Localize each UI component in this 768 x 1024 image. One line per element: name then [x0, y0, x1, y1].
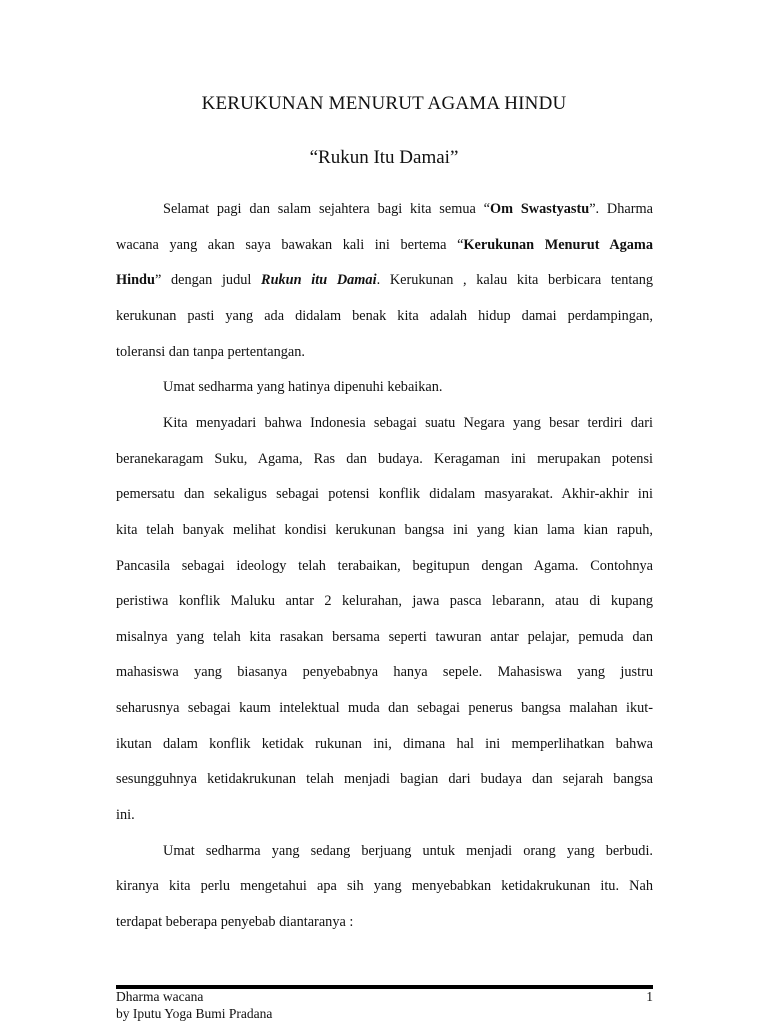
paragraph-line: misalnya yang telah kita rasakan bersama seperti tawuran antar pelajar, pemuda dan: [116, 629, 653, 645]
paragraph-line: kerukunan pasti yang ada didalam benak kita adalah hidup damai perdampingan,: [116, 308, 653, 324]
paragraph-line: Pancasila sebagai ideology telah terabaikan, begitupun dengan Agama. Contohnya: [116, 558, 653, 574]
paragraph-line: pemersatu dan sekaligus sebagai potensi konflik didalam masyarakat. Akhir-akhir ini: [116, 486, 653, 502]
paragraph-line: ikutan dalam konflik ketidak rukunan ini, dimana hal ini memperlihatkan bahwa: [116, 736, 653, 752]
footer-author: by Iputu Yoga Bumi Pradana: [116, 1006, 273, 1021]
document-subtitle: “Rukun Itu Damai”: [309, 147, 459, 168]
paragraph-line: Selamat pagi dan salam sejahtera bagi kita semua “Om Swastyastu”. Dharma: [163, 201, 653, 217]
paragraph-line: Kita menyadari bahwa Indonesia sebagai suatu Negara yang besar terdiri dari: [163, 415, 653, 431]
paragraph-line: toleransi dan tanpa pertentangan.: [116, 344, 305, 360]
paragraph-line: kiranya kita perlu mengetahui apa sih yang menyebabkan ketidakrukunan itu. Nah: [116, 878, 653, 894]
paragraph-line: Umat sedharma yang hatinya dipenuhi kebaikan.: [163, 379, 443, 395]
paragraph-line: sesungguhnya ketidakrukunan telah menjadi bagian dari budaya dan sejarah bangsa: [116, 771, 653, 787]
paragraph-line: seharusnya sebagai kaum intelektual muda dan sebagai penerus bangsa malahan ikut-: [116, 700, 653, 716]
paragraph-line: peristiwa konflik Maluku antar 2 kelurahan, jawa pasca lebarann, atau di kupang: [116, 593, 653, 609]
paragraph-line: beranekaragam Suku, Agama, Ras dan budaya. Keragaman ini merupakan potensi: [116, 451, 653, 467]
paragraph-line: ini.: [116, 807, 135, 823]
paragraph-line: Hindu” dengan judul Rukun itu Damai. Kerukunan , kalau kita berbicara tentang: [116, 272, 653, 288]
page-number: 1: [646, 989, 653, 1004]
paragraph-line: Umat sedharma yang sedang berjuang untuk menjadi orang yang berbudi.: [163, 843, 653, 859]
paragraph-line: kita telah banyak melihat kondisi kerukunan bangsa ini yang kian lama kian rapuh,: [116, 522, 653, 538]
paragraph-line: terdapat beberapa penyebab diantaranya :: [116, 914, 354, 930]
paragraph-line: mahasiswa yang biasanya penyebabnya hanya sepele. Mahasiswa yang justru: [116, 664, 653, 680]
document-title: KERUKUNAN MENURUT AGAMA HINDU: [201, 93, 567, 114]
footer-title: Dharma wacana: [116, 989, 204, 1004]
paragraph-line: wacana yang akan saya bawakan kali ini bertema “Kerukunan Menurut Agama: [116, 237, 653, 253]
footer-text: [116, 988, 272, 1022]
